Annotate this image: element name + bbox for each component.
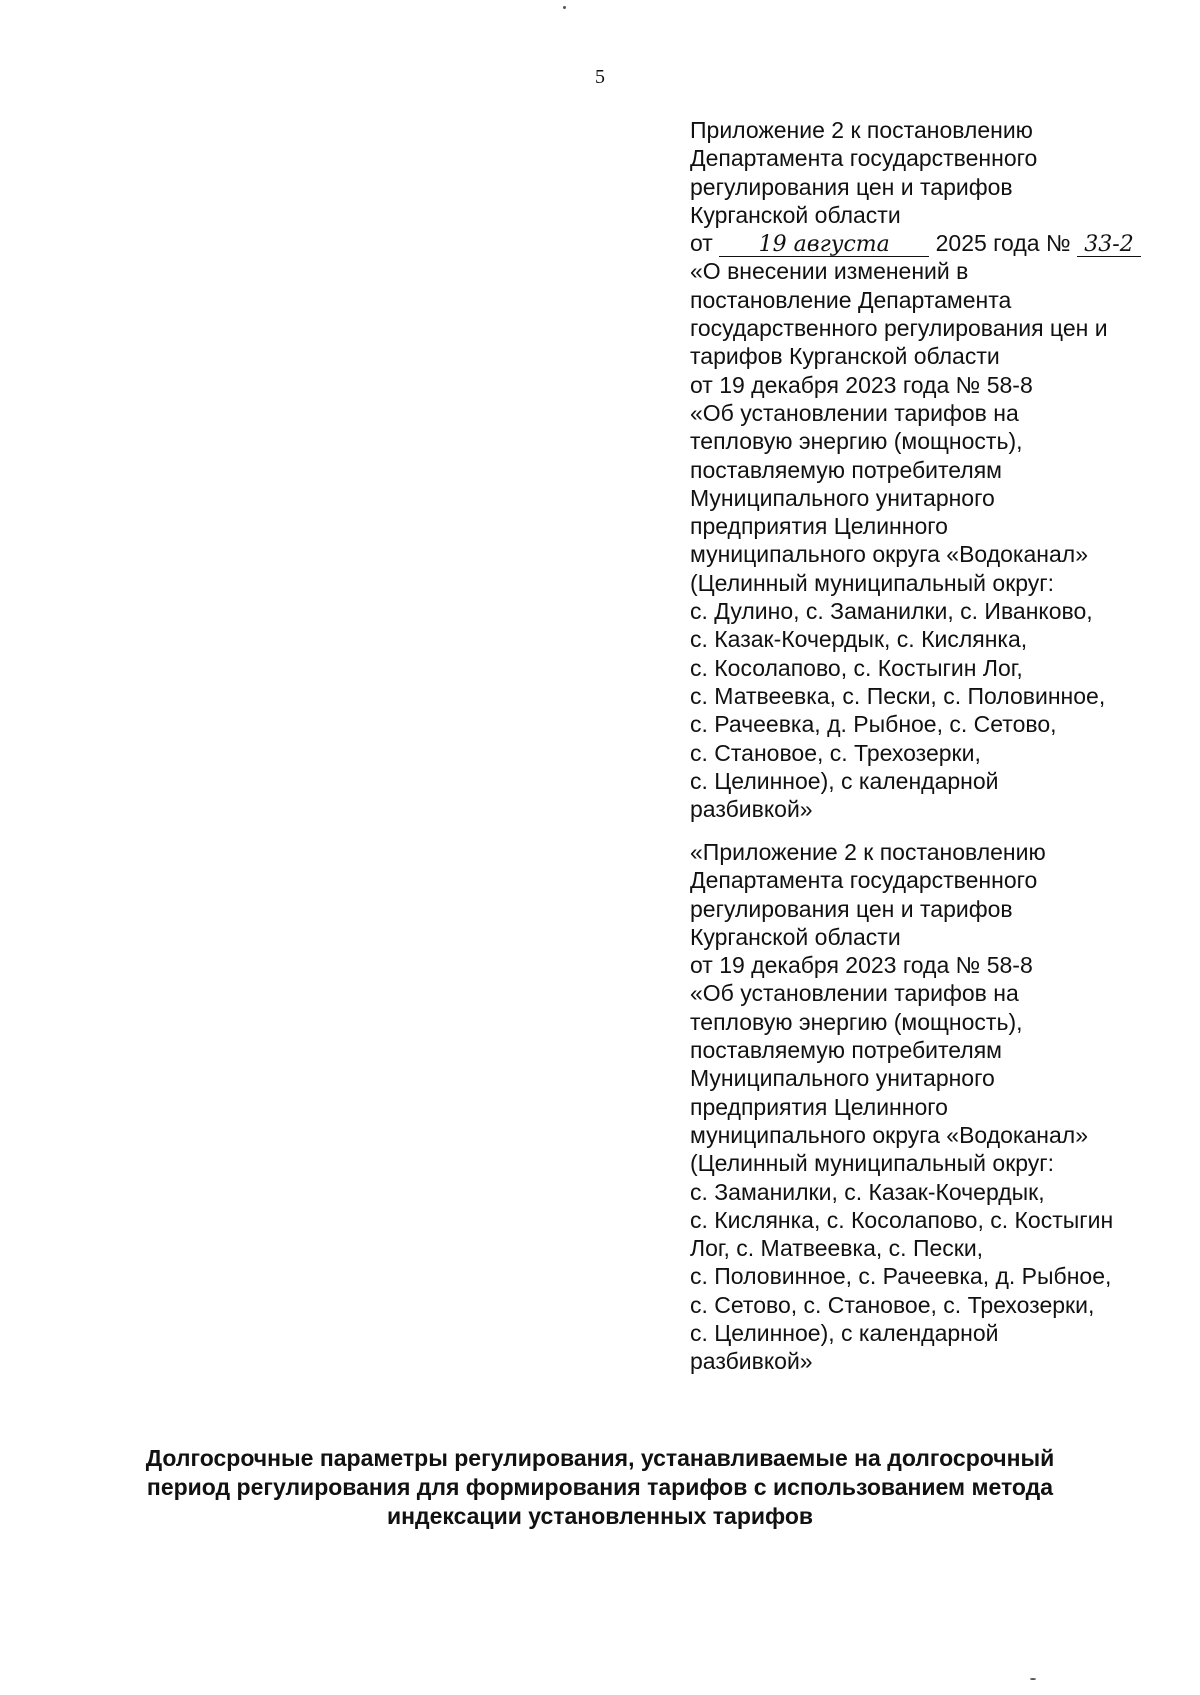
document-title-line: период регулирования для формирования тарифов с использованием метода: [146, 1474, 1054, 1500]
annex-line: от 19 декабря 2023 года № 58-8: [690, 952, 1033, 979]
handwritten-number-text: 33-2: [1084, 232, 1134, 258]
annex-line: с. Сетово, с. Становое, с. Трехозерки,: [690, 1291, 1095, 1318]
annex-line: Департамента государственного: [690, 867, 1038, 894]
annex-date-line: [690, 229, 1190, 257]
page-number: 5: [595, 66, 605, 88]
annex-line: предприятия Целинного: [690, 1093, 948, 1120]
annex-line: с. Половинное, с. Рачеевка, д. Рыбное,: [690, 1263, 1112, 1290]
handwritten-number: [1077, 233, 1141, 257]
annex-line: тарифов Курганской области: [690, 343, 1000, 370]
annex-line: «О внесении изменений в: [690, 258, 969, 285]
annex-line: муниципального округа «Водоканал»: [690, 1121, 1088, 1148]
annex-line: тепловую энергию (мощность),: [690, 1008, 1023, 1035]
annex-line: поставляемую потребителям: [690, 456, 1002, 483]
annex-line: (Целинный муниципальный округ:: [690, 569, 1055, 596]
annex-line: с. Рачеевка, д. Рыбное, с. Сетово,: [690, 711, 1057, 738]
annex-line: «Об установлении тарифов на: [690, 980, 1019, 1007]
annex-line: поставляемую потребителям: [690, 1037, 1002, 1064]
annex-line: регулирования цен и тарифов: [690, 173, 1013, 200]
annex-line: регулирования цен и тарифов: [690, 895, 1013, 922]
handwritten-date: [719, 233, 929, 257]
annex-line: с. Становое, с. Трехозерки,: [690, 739, 981, 766]
annex-line: Курганской области: [690, 201, 901, 228]
annex-line: постановление Департамента: [690, 286, 1012, 313]
handwritten-date-text: 19 августа: [758, 232, 890, 258]
annex-line: Курганской области: [690, 923, 901, 950]
annex-line: с. Казак-Кочердык, с. Кислянка,: [690, 626, 1028, 653]
annex-line: с. Кислянка, с. Косолапово, с. Костыгин: [690, 1206, 1114, 1233]
annex-line: Муниципального унитарного: [690, 1065, 995, 1092]
annex-line: с. Матвеевка, с. Пески, с. Половинное,: [690, 682, 1106, 709]
annex-line: от 19 декабря 2023 года № 58-8: [690, 371, 1033, 398]
annex-line: «Об установлении тарифов на: [690, 399, 1019, 426]
annex-header-amendment: [690, 116, 1190, 823]
annex-line: с. Целинное), с календарной: [690, 767, 999, 794]
annex-line: Лог, с. Матвеевка, с. Пески,: [690, 1235, 984, 1262]
annex-line: государственного регулирования цен и: [690, 315, 1108, 342]
scan-speck: [1030, 1678, 1036, 1680]
scan-speck: [563, 6, 566, 9]
date-suffix: 2025 года №: [935, 230, 1071, 257]
date-prefix: от: [690, 230, 713, 257]
annex-line: Департамента государственного: [690, 145, 1038, 172]
annex-line: «Приложение 2 к постановлению: [690, 839, 1046, 865]
annex-line: с. Косолапово, с. Костыгин Лог,: [690, 654, 1023, 681]
annex-line: с. Дулино, с. Заманилки, с. Иванково,: [690, 598, 1093, 625]
annex-line: (Целинный муниципальный округ:: [690, 1150, 1055, 1177]
document-title-line: Долгосрочные параметры регулирования, устанавливаемые на долгосрочный: [145, 1445, 1055, 1471]
annex-line: с. Целинное), с календарной: [690, 1320, 999, 1347]
annex-line: разбивкой»: [690, 1348, 813, 1375]
annex-line: предприятия Целинного: [690, 513, 948, 540]
annex-line: Муниципального унитарного: [690, 484, 995, 511]
annex-header-original: [690, 838, 1190, 1376]
annex-line: тепловую энергию (мощность),: [690, 428, 1023, 455]
document-title-line: индексации установленных тарифов: [386, 1503, 814, 1529]
annex-line: Приложение 2 к постановлению: [690, 117, 1033, 143]
annex-line: муниципального округа «Водоканал»: [690, 541, 1088, 568]
annex-line: с. Заманилки, с. Казак-Кочердык,: [690, 1178, 1045, 1205]
document-title: [100, 1444, 1100, 1531]
annex-line: разбивкой»: [690, 796, 813, 823]
